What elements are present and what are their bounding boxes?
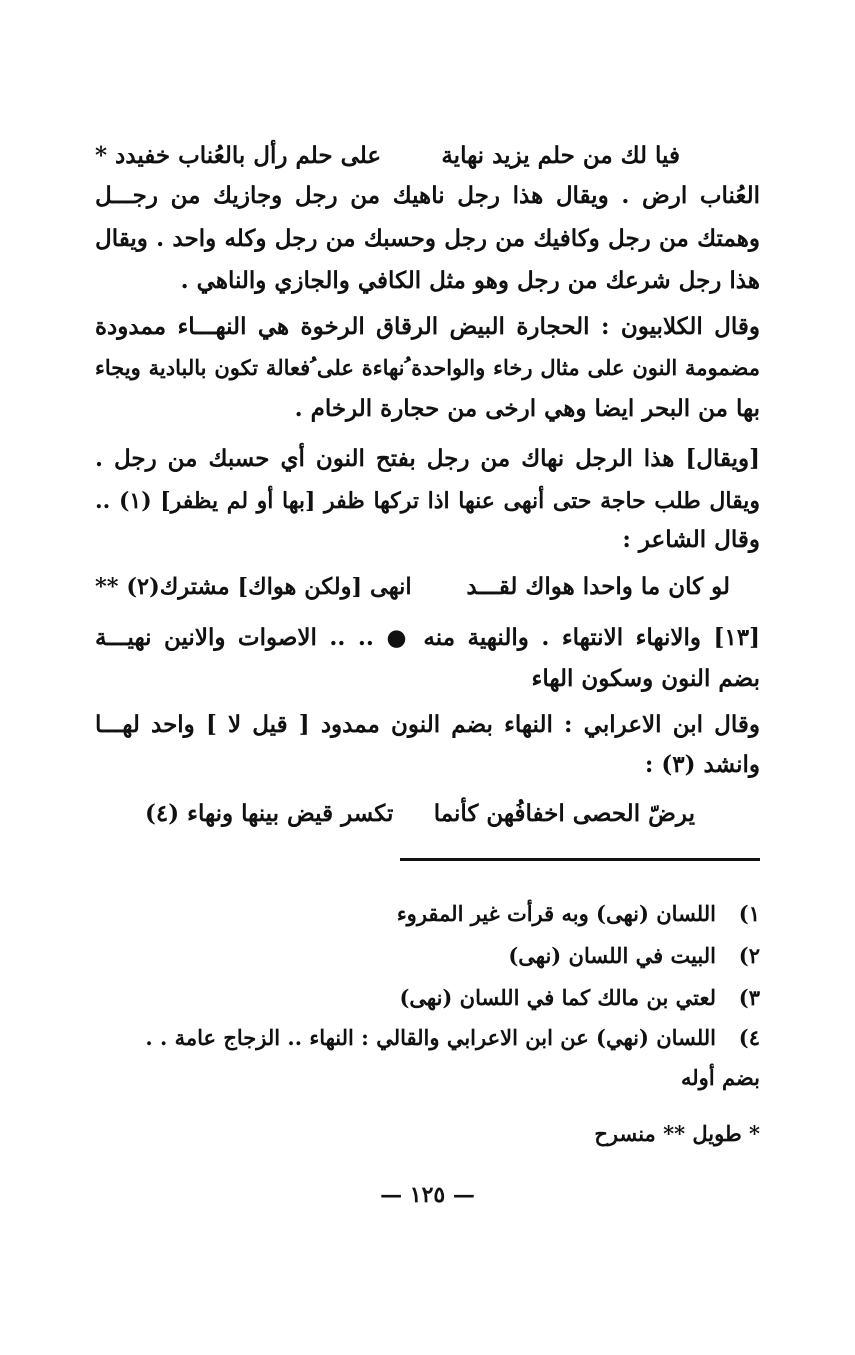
footnote-1-text: اللسان (نهى) وبه قرأت غير المقروء — [396, 901, 716, 926]
paragraph-3-line-1: [ويقال] هذا الرجل نهاك من رجل بفتح النون أي حسبك من رجل . — [95, 445, 760, 472]
paragraph-5-line-1: وقال ابن الاعرابي : النهاء بضم النون ممدود [ قيل لا ] واحد لهـــا — [95, 711, 760, 738]
verse-1-second-hemistich: على حلم رأل بالعُناب خفيدد * — [95, 142, 382, 169]
footnote-3-text: لعتي بن مالك كما في اللسان (نهى) — [399, 985, 716, 1010]
verse-2 — [95, 569, 760, 605]
paragraph-4-line-2: بضم النون وسكون الهاء — [531, 665, 760, 692]
paragraph-2-line-3: بها من البحر ايضا وهي ارخى من حجارة الرخام . — [294, 395, 760, 422]
paragraph-3-line-3: وقال الشاعر : — [622, 526, 760, 553]
footnote-4-number: ٤) — [738, 1025, 760, 1050]
verse-2-second-hemistich: انهى [ولكن هواك] مشترك(٢) ** — [95, 574, 412, 600]
footnote-2 — [508, 939, 760, 973]
paragraph-4-line-1: [١٣] والانهاء الانتهاء . والنهية منه ● .. .. الاصوات والانين نهيـــة — [95, 624, 760, 651]
paragraph-1-line-1: العُناب ارض . ويقال هذا رجل ناهيك من رجل وجازيك من رجـــل — [95, 182, 760, 209]
verse-1-first-hemistich: فيا لك من حلم يزيد نهاية — [441, 142, 680, 169]
paragraph-1-line-2: وهمتك من رجل وكافيك من رجل وحسبك من رجل وكله واحد . ويقال — [95, 225, 760, 252]
paragraph-2-line-1: وقال الكلابيون : الحجارة البيض الرقاق الرخوة هي النهـــاء ممدودة — [95, 313, 760, 340]
footnote-4-continuation: بضم أوله — [681, 1065, 760, 1090]
footnote-1-number: ١) — [738, 901, 760, 926]
footnote-4-text: اللسان (نهي) عن ابن الاعرابي والقالي : النهاء .. الزجاج عامة . . — [145, 1025, 716, 1050]
paragraph-3-line-2: ويقال طلب حاجة حتى أنهى عنها اذا تركها ظفر [بها أو لم يظفر] (١) .. — [95, 488, 760, 514]
paragraph-1-line-3: هذا رجل شرعك من رجل وهو مثل الكافي والجازي والناهي . — [180, 267, 760, 294]
verse-3 — [95, 796, 760, 832]
footnote-3 — [399, 981, 760, 1015]
verse-2-first-hemistich: لو كان ما واحدا هواك لقـــد — [466, 573, 730, 600]
footnote-3-number: ٣) — [738, 985, 760, 1010]
footnote-2-number: ٢) — [738, 943, 760, 968]
footnote-separator — [400, 858, 760, 861]
paragraph-5-line-2: وانشد (٣) : — [644, 751, 760, 778]
footnote-2-text: البيت في اللسان (نهى) — [508, 943, 716, 968]
paragraph-2-line-2: مضمومة النون على مثال رخاء والواحدة ُنهاءة على ُفعالة تكون بالبادية ويجاء — [95, 355, 760, 380]
verse-3-second-hemistich: تكسر قيض بينها ونهاء (٤) — [145, 800, 394, 827]
verse-3-first-hemistich: يرضّ الحصى اخفافُهن كأنما — [433, 800, 695, 827]
footnote-4 — [145, 1021, 760, 1055]
meters-note: * طويل ** منسرح — [594, 1121, 760, 1146]
footnote-1 — [397, 897, 760, 931]
page-number: — ١٢٥ — — [380, 1182, 475, 1208]
verse-1 — [95, 138, 760, 174]
